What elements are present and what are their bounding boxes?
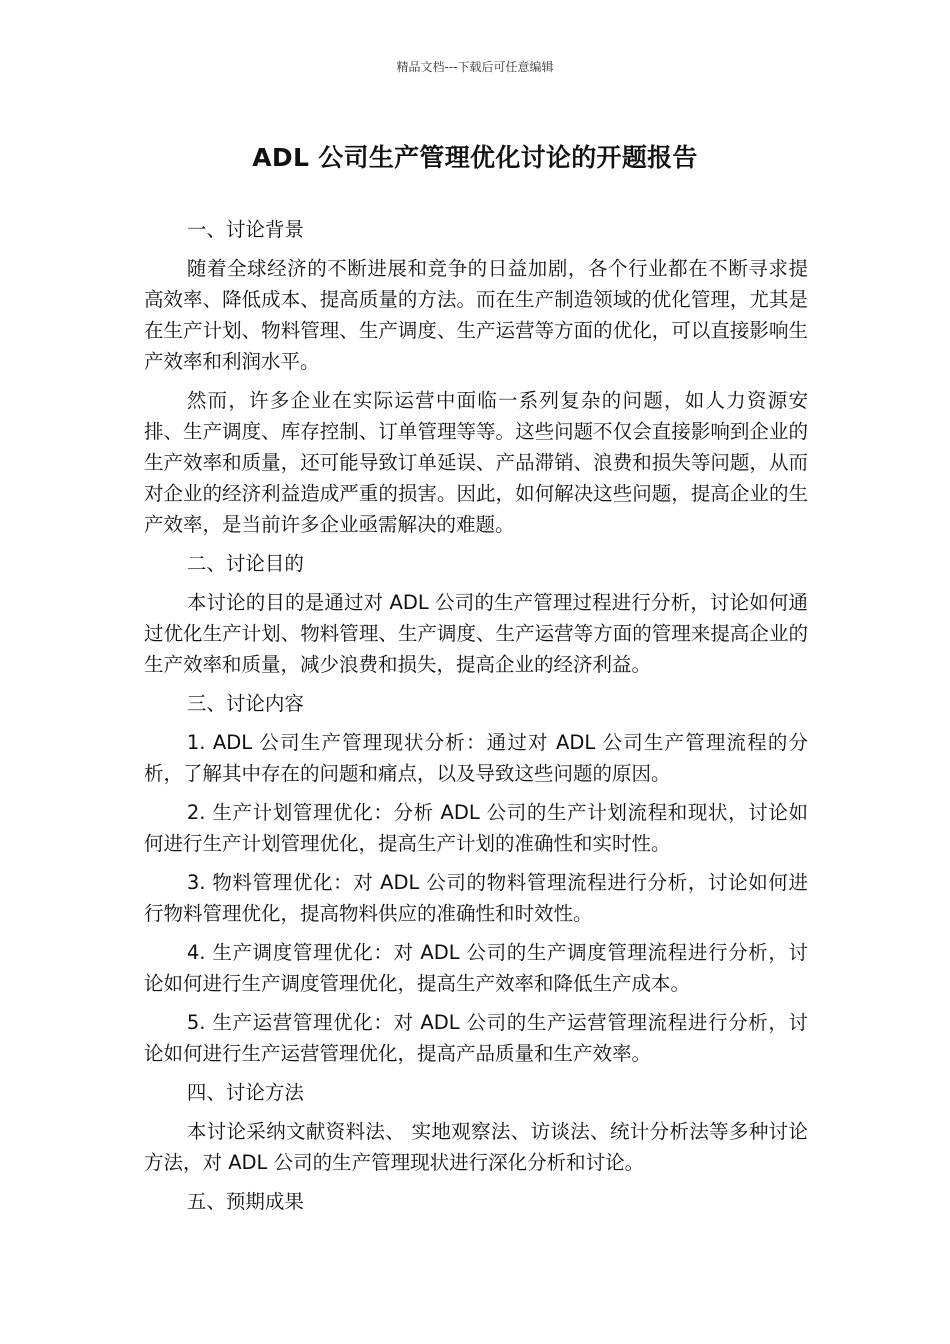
- paragraph: 本讨论采纳文献资料法、 实地观察法、访谈法、统计分析法等多种讨论方法，对 ADL 公司的生产管理现状进行深化分析和讨论。: [144, 1120, 808, 1174]
- list-item: 3. 物料管理优化：对 ADL 公司的物料管理流程进行分析，讨论如何进行物料管理优化，提高物料供应的准确性和时效性。: [144, 871, 808, 925]
- list-item: 1. ADL 公司生产管理现状分析：通过对 ADL 公司生产管理流程的分析，了解其中存在的问题和痛点，以及导致这些问题的原因。: [144, 731, 808, 785]
- list-item: 2. 生产计划管理优化：分析 ADL 公司的生产计划流程和现状，讨论如何进行生产计划管理优化，提高生产计划的准确性和实时性。: [144, 801, 808, 855]
- document-title: ADL 公司生产管理优化讨论的开题报告: [252, 143, 698, 172]
- paragraph: 随着全球经济的不断进展和竞争的日益加剧，各个行业都在不断寻求提高效率、降低成本、提高质量的方法。而在生产制造领域的优化管理，尤其是在生产计划、物料管理、生产调度、生产运营等方面的优化，可以直接影响生产效率和利润水平。: [144, 257, 808, 373]
- section-heading: 三、讨论内容: [186, 692, 304, 715]
- document-body: [144, 214, 808, 1225]
- section-heading: 一、讨论背景: [186, 218, 304, 241]
- paragraph: 本讨论的目的是通过对 ADL 公司的生产管理过程进行分析，讨论如何通过优化生产计划、物料管理、生产调度、生产运营等方面的管理来提高企业的生产效率和质量，减少浪费和损失，提高企业的经济利益。: [144, 591, 808, 676]
- list-item: 4. 生产调度管理优化：对 ADL 公司的生产调度管理流程进行分析，讨论如何进行生产调度管理优化，提高生产效率和降低生产成本。: [144, 941, 808, 995]
- header-watermark: 精品文档---下载后可任意编辑: [396, 60, 554, 74]
- section-heading: 五、预期成果: [186, 1190, 304, 1213]
- section-heading: 四、讨论方法: [186, 1081, 304, 1104]
- section-heading: 二、讨论目的: [186, 552, 304, 575]
- paragraph: 然而，许多企业在实际运营中面临一系列复杂的问题，如人力资源安排、生产调度、库存控制、订单管理等等。这些问题不仅会直接影响到企业的生产效率和质量，还可能导致订单延误、产品滞销、浪费和损失等问题，从而对企业的经济利益造成严重的损害。因此，如何解决这些问题，提高企业的生产效率，是当前许多企业亟需解决的难题。: [144, 389, 808, 536]
- list-item: 5. 生产运营管理优化：对 ADL 公司的生产运营管理流程进行分析，讨论如何进行生产运营管理优化，提高产品质量和生产效率。: [144, 1011, 808, 1065]
